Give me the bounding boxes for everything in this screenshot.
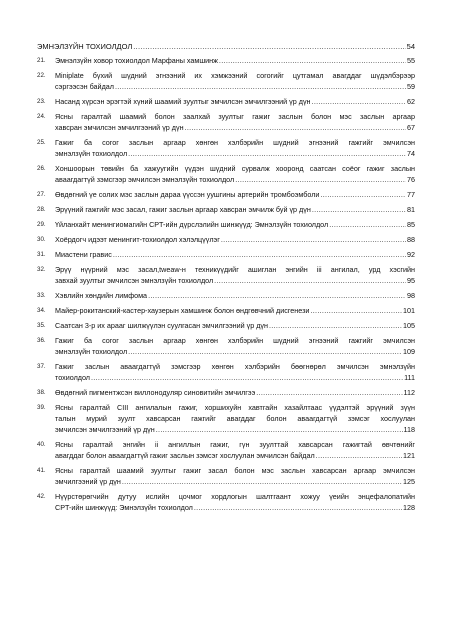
- dot-leaders: [235, 174, 406, 185]
- entry-line: [55, 137, 415, 148]
- toc-entry[interactable]: [37, 439, 415, 461]
- entry-line: [55, 413, 415, 424]
- dot-leaders: [329, 219, 406, 230]
- entry-number: 35.: [37, 322, 46, 329]
- entry-number: 33.: [37, 292, 46, 299]
- entry-page-number: 55: [407, 56, 415, 65]
- entry-title-text: CPT-ийн шинжүүд: Эмнэлзүйн тохиолдол: [55, 503, 193, 512]
- entry-number: 24.: [37, 113, 46, 120]
- toc-entry[interactable]: [37, 137, 415, 159]
- section-title-row: [37, 42, 415, 52]
- toc-entry[interactable]: [37, 305, 415, 316]
- entry-line: [55, 275, 415, 286]
- entry-line: [55, 290, 415, 301]
- dot-leaders: [128, 346, 402, 357]
- entry-number: 22.: [37, 72, 46, 79]
- dot-leaders: [269, 320, 402, 331]
- entry-title-text: Ясны гаралтай шаамий зуултыг гажиг засал болон мэс заслын хавсарсан аргаар эмчилсэн: [55, 466, 415, 475]
- entry-number: 37.: [37, 363, 46, 370]
- entry-line: [55, 70, 415, 81]
- entry-page-number: 101: [403, 306, 415, 315]
- entry-number: 27.: [37, 191, 46, 198]
- entry-page-number: 67: [407, 123, 415, 132]
- toc-entry[interactable]: [37, 234, 415, 245]
- entry-page-number: 85: [407, 220, 415, 229]
- entry-title-text: авагддаг болон аваагдагтүй гажиг заслын зэмсэг хослуулан эмчилсэн байдал: [55, 451, 315, 460]
- dot-leaders: [148, 290, 406, 301]
- entry-page-number: 76: [407, 175, 415, 184]
- section-page-number: 54: [406, 42, 415, 51]
- entry-title-text: Насанд хүрсэн эрэгтэй хүний шаамий зуултыг эмчилсэн эмчилгээний үр дүн: [55, 97, 311, 106]
- dot-leaders: [219, 55, 406, 66]
- entry-title-text: Хэвлийн хөндийн лимфома: [55, 291, 148, 300]
- toc-entry[interactable]: [37, 335, 415, 357]
- entry-title-text: Хоншоорын төвийн ба хажуугийн үүдэн шүдний сурвалж хооронд саатсан соёог гажиг заслын: [55, 164, 415, 173]
- entry-line: [55, 234, 415, 245]
- entry-page-number: 105: [403, 321, 415, 330]
- entry-page-number: 125: [403, 477, 415, 486]
- entry-line: [55, 465, 415, 476]
- entry-page-number: 81: [407, 205, 415, 214]
- toc-entry[interactable]: [37, 264, 415, 286]
- dot-leaders: [122, 476, 402, 487]
- entry-title-text: Майер-рокитанский-кастер-хаузерын хамшинж болон өндгөвчний дисгенези: [55, 306, 310, 315]
- dot-leaders: [310, 305, 402, 316]
- dot-leaders: [185, 122, 406, 133]
- dot-leaders: [128, 148, 406, 159]
- entry-page-number: 92: [407, 250, 415, 259]
- entry-page-number: 121: [403, 451, 415, 460]
- entry-title-text: эмнэлзүйн тохиолдол: [55, 347, 128, 356]
- entry-number: 39.: [37, 404, 46, 411]
- entry-page-number: 112: [403, 388, 415, 397]
- entry-line: [55, 439, 415, 450]
- toc-entry[interactable]: [37, 189, 415, 200]
- entry-title-text: Хоёрдогч идээт менингит-тохиолдол хэлэлцүүлэг: [55, 235, 220, 244]
- toc-entry[interactable]: [37, 163, 415, 185]
- toc-entry[interactable]: [37, 111, 415, 133]
- entry-number: 32.: [37, 266, 46, 273]
- toc-entry[interactable]: [37, 249, 415, 260]
- toc-entry[interactable]: [37, 402, 415, 435]
- dot-leaders: [312, 96, 406, 107]
- toc-entry[interactable]: [37, 361, 415, 383]
- entry-line: [55, 320, 415, 331]
- entry-line: [55, 148, 415, 159]
- entry-title-text: Гажиг заслын аваагдагтүй зэмсгээр хөнгөн хэлбэрийн бөөгнөрөл эмчилсэн эмнэлзүйн: [55, 362, 415, 371]
- entry-title-text: Миастени гравис: [55, 250, 112, 259]
- entry-title-text: Эрүү нүүрний мэс засал,tweaw-н техникүүдийг ашиглан энгийн iii ангилал, урд хэсгийн: [55, 265, 415, 274]
- entry-line: [55, 305, 415, 316]
- entry-title-text: аваагдагтүй зэмсгээр эмчилсэн эмнэлзүйн тохиолдол: [55, 175, 235, 184]
- dot-leaders: [312, 204, 406, 215]
- entry-title-text: эмнэлзүйн тохиолдол: [55, 149, 128, 158]
- entry-page-number: 118: [403, 425, 415, 434]
- entry-line: [55, 163, 415, 174]
- entry-line: [55, 81, 415, 92]
- entry-line: [55, 111, 415, 122]
- entry-title-text: эмчилсэн эмчилгээний үр дүн: [55, 425, 155, 434]
- entry-page-number: 62: [407, 97, 415, 106]
- dot-leaders: [113, 249, 406, 260]
- entry-number: 31.: [37, 251, 46, 258]
- entry-line: [55, 346, 415, 357]
- entry-page-number: 109: [403, 347, 415, 356]
- entry-number: 38.: [37, 389, 46, 396]
- entry-title-text: Гажиг ба согог заслын аргаар хөнгөн хэлбэрийн шүдний эгнээний гажгийг эмчилсэн: [55, 336, 415, 345]
- dot-leaders: [91, 372, 403, 383]
- entry-number: 40.: [37, 441, 46, 448]
- entry-title-text: Эмнэлзүйн ховор тохиолдол Марфаны хамшинж: [55, 56, 218, 65]
- toc-entry[interactable]: [37, 491, 415, 513]
- entry-line: [55, 476, 415, 487]
- toc-entry[interactable]: [37, 70, 415, 92]
- dot-leaders: [256, 387, 402, 398]
- entry-line: [55, 204, 415, 215]
- entry-title-text: талын мурий зуулт хавсарсан гажгийг авагддаг болон аваагдагтүй зэмсэг хослуулан: [55, 414, 415, 423]
- entry-title-text: сэргээсэн байдал: [55, 82, 114, 91]
- entry-title-text: эмчилгээний үр дүн: [55, 477, 121, 486]
- toc-entry[interactable]: [37, 204, 415, 215]
- entry-number: 34.: [37, 307, 46, 314]
- entry-line: [55, 264, 415, 275]
- entry-line: [55, 55, 415, 66]
- dot-leaders: [156, 424, 403, 435]
- entry-page-number: 59: [407, 82, 415, 91]
- entry-number: 42.: [37, 493, 46, 500]
- entry-title-text: Үйланхайт менингиомагийн CPT-ийн дүрслэлийн шинжүүд: Эмнэлзүйн тохиолдол: [55, 220, 329, 229]
- entry-line: [55, 372, 415, 383]
- entry-line: [55, 387, 415, 398]
- entry-line: [55, 335, 415, 346]
- entry-title-text: тохиолдол: [55, 373, 90, 382]
- entry-title-text: Ясны гаралтай энгийн ii ангиллын гажиг, гүн зуулттай хавсарсан гажигтай өвчтөнийг: [55, 440, 415, 449]
- entry-line: [55, 122, 415, 133]
- entry-page-number: 98: [407, 291, 415, 300]
- toc-entry[interactable]: [37, 320, 415, 331]
- toc-entry[interactable]: [37, 219, 415, 230]
- entry-line: [55, 361, 415, 372]
- entry-line: [55, 424, 415, 435]
- entry-title-text: Саатсан 3-р их арааг шилжүүлэн суулгасан эмчилгээний үр дүн: [55, 321, 268, 330]
- entry-number: 29.: [37, 221, 46, 228]
- toc-entry[interactable]: [37, 96, 415, 107]
- dot-leaders: [320, 189, 406, 200]
- entry-number: 30.: [37, 236, 46, 243]
- dot-leaders: [133, 42, 405, 52]
- entry-title-text: Эрүүний гажгийг мэс засал, гажиг заслын аргаар хавсран эмчилж буй үр дүн: [55, 205, 311, 214]
- entry-line: [55, 450, 415, 461]
- entry-number: 28.: [37, 206, 46, 213]
- entry-title-text: хавсран эмчилсэн эмчилгээний үр дүн: [55, 123, 184, 132]
- entry-page-number: 128: [403, 503, 415, 512]
- entry-line: [55, 502, 415, 513]
- entry-title-text: Гажиг ба согог заслын аргаар хөнгөн хэлбэрийн шүдний эгнээний гажгийг эмчилсэн: [55, 138, 415, 147]
- entry-number: 23.: [37, 98, 46, 105]
- entry-line: [55, 189, 415, 200]
- entry-page-number: 95: [407, 276, 415, 285]
- entry-line: [55, 491, 415, 502]
- entry-title-text: Өвдөгний үе солих мэс заслын дараа үүссэн уушгины артерийн тромбоэмболи: [55, 190, 320, 199]
- entry-line: [55, 219, 415, 230]
- entry-number: 25.: [37, 139, 46, 146]
- entry-line: [55, 96, 415, 107]
- entry-line: [55, 249, 415, 260]
- entry-title-text: Ясны гаралтай CIII ангилалын гажиг, хоршихуйн хавтгайн хазайлтаас үүдэлтэй эрүүний зүүн: [55, 403, 415, 412]
- entry-number: 41.: [37, 467, 46, 474]
- section-title: ЭМНЭЛЗҮЙН ТОХИОЛДОЛ: [37, 42, 133, 51]
- dot-leaders: [221, 234, 406, 245]
- entry-page-number: 111: [404, 373, 415, 382]
- entry-page-number: 77: [407, 190, 415, 199]
- entry-number: 21.: [37, 57, 46, 64]
- entry-number: 36.: [37, 337, 46, 344]
- dot-leaders: [316, 450, 402, 461]
- toc-entry[interactable]: [37, 465, 415, 487]
- entry-line: [55, 402, 415, 413]
- toc-entry[interactable]: [37, 387, 415, 398]
- entry-title-text: Нүүрстөрөгчийн дутуу ислийн цочмог хордлогын шалтгаант хожуу үеийн энцефалопатийн: [55, 492, 415, 501]
- dot-leaders: [115, 81, 406, 92]
- entry-page-number: 74: [407, 149, 415, 158]
- dot-leaders: [194, 502, 402, 513]
- toc-entry[interactable]: [37, 290, 415, 301]
- entry-line: [55, 174, 415, 185]
- toc-entry[interactable]: [37, 55, 415, 66]
- entry-title-text: Өвдөгний пигментжсэн виллонодуляр синовитийн эмчилгээ: [55, 388, 256, 397]
- entry-title-text: Ясны гаралтай шаамий болон заалхай зуултыг гажиг заслын болон мэс заслын аргаар: [55, 112, 415, 121]
- entry-title-text: завхай зуултыг эмчилсэн эмнэлзүйн тохиолдол: [55, 276, 214, 285]
- entry-number: 26.: [37, 165, 46, 172]
- dot-leaders: [214, 275, 406, 286]
- entry-title-text: Miniplate бүхий шүдний эгнээний их хэмжээний согогийг цутгамал авагддаг шүдэлбэрээр: [55, 71, 415, 80]
- entry-page-number: 88: [407, 235, 415, 244]
